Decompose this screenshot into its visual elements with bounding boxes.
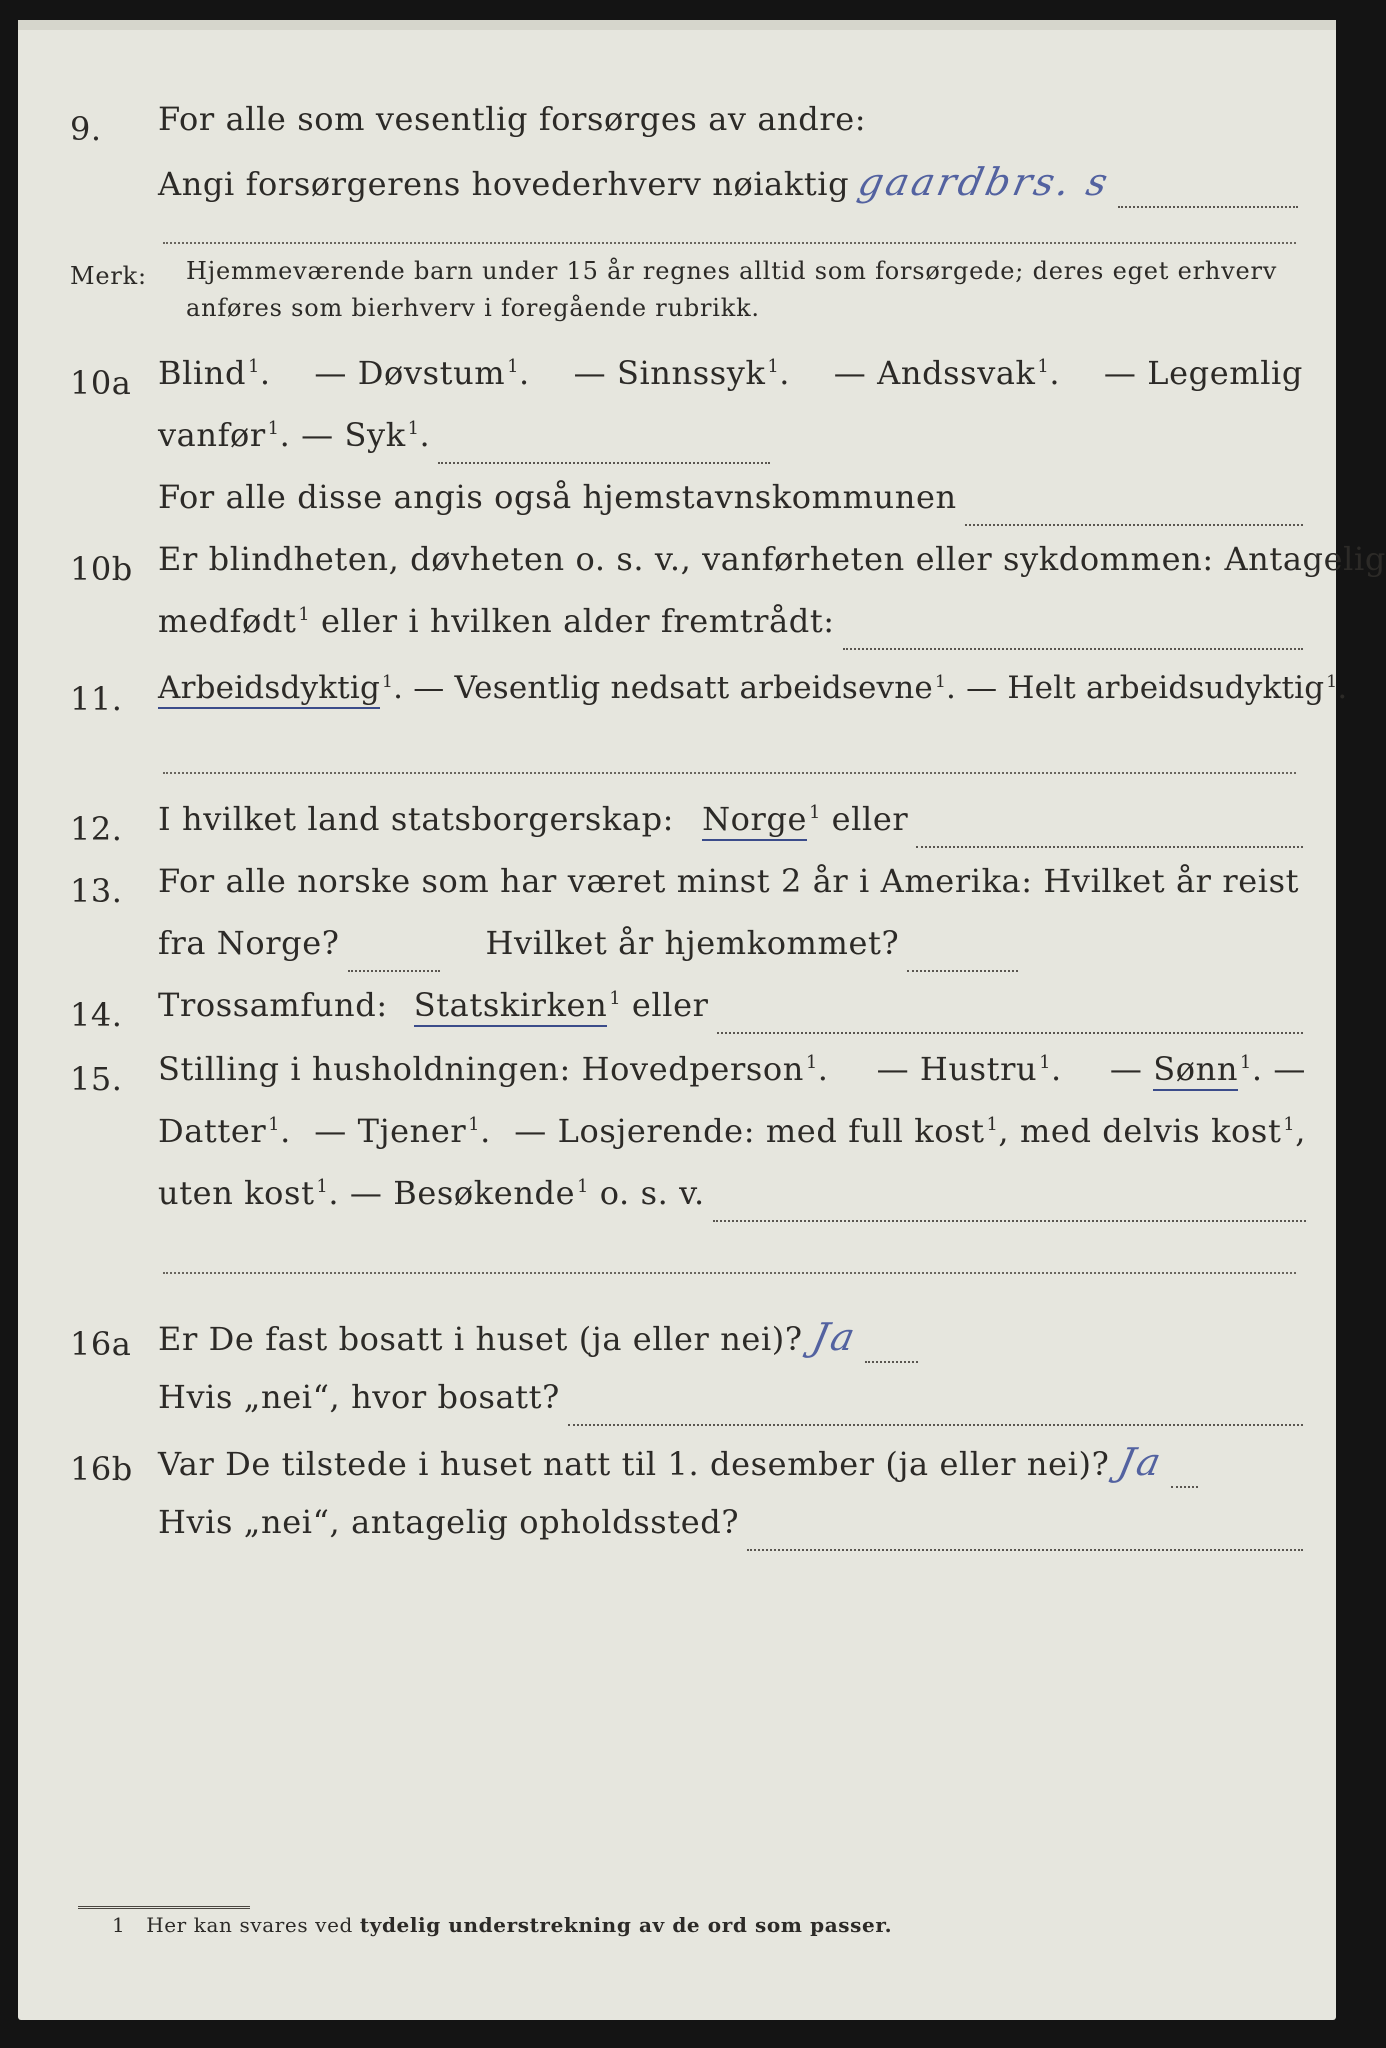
q9-fill-line xyxy=(1118,204,1298,208)
q15-line3 xyxy=(158,1174,1306,1236)
q15-separator xyxy=(163,1272,1296,1274)
q11-separator xyxy=(163,772,1296,774)
q10b-fill-line xyxy=(843,646,1303,650)
q15-sonn: — Sønn $^1$. — xyxy=(1110,1050,1306,1088)
q12-eller: eller xyxy=(831,800,909,838)
q10b-number: 10b xyxy=(70,550,133,588)
q12-text: I hvilket land statsborgerskap: xyxy=(158,800,675,838)
q12-number: 12. xyxy=(70,810,123,848)
q10b-line2 xyxy=(158,602,1303,664)
q15-hustru: — Hustru $^1$. xyxy=(876,1050,1062,1088)
q15-number: 15. xyxy=(70,1060,123,1098)
q14-number: 14. xyxy=(70,996,123,1034)
q10a-syk: — Syk $^1$. xyxy=(301,416,431,454)
q10a-andssvak: — Andssvak $^1$. xyxy=(833,354,1061,392)
q16b-opholdssted: Hvis „nei“, antagelig opholdssted? xyxy=(158,1503,740,1541)
q13-number: 13. xyxy=(70,872,123,910)
q15-uten-kost: uten kost $^1$. xyxy=(158,1174,350,1212)
q14-label: Trossamfund: xyxy=(158,986,388,1024)
page-top-edge xyxy=(18,20,1336,30)
q9-handwritten-answer: gaardbrs. s xyxy=(854,160,1115,204)
q9-line2 xyxy=(158,160,1298,222)
q10a-syk-fill-line xyxy=(438,460,770,464)
q13-line2 xyxy=(158,924,1018,986)
q10a-hjemstavn-fill-line xyxy=(965,522,1303,526)
q10a-blind: Blind $^1$. xyxy=(158,354,271,392)
q13-fra-norge: fra Norge? xyxy=(158,924,340,962)
footnote-text2: tydelig understrekning av de ord som passer. xyxy=(359,1913,893,1937)
q14-fill-line xyxy=(717,1030,1303,1034)
census-form-page xyxy=(18,20,1386,2020)
q15-losjerende: — Losjerende: med full kost $^1$, med delvis kost $^1$, xyxy=(514,1112,1306,1150)
q16a-line1 xyxy=(158,1315,918,1377)
q16b-fill-line xyxy=(1171,1484,1198,1488)
q9-separator xyxy=(163,242,1296,244)
q14-statskirken: Statskirken $^1$ xyxy=(414,986,632,1024)
q13-hjemkommet: Hvilket år hjemkommet? xyxy=(485,924,900,962)
q10a-sinnssyk: — Sinnssyk $^1$. xyxy=(573,354,791,392)
q16a-line2 xyxy=(158,1378,1303,1440)
q16a-fill-line xyxy=(865,1359,918,1363)
footnote xyxy=(112,1913,892,1937)
q15-tjener: — Tjener $^1$. xyxy=(314,1112,491,1150)
q16b-line1 xyxy=(158,1440,1198,1502)
q9-line1-text: For alle som vesentlig forsørges av andre: xyxy=(158,100,867,138)
q10a-line1 xyxy=(158,354,1303,416)
merk-line2 xyxy=(186,294,1301,334)
q13-line1-text: For alle norske som har været minst 2 år i Amerika: Hvilket år reist xyxy=(158,862,1300,900)
q11-number: 11. xyxy=(70,680,123,718)
q12-norge: Norge $^1$ xyxy=(702,800,832,838)
q16a-number: 16a xyxy=(70,1325,132,1363)
q11-nedsatt: — Vesentlig nedsatt arbeidsevne $^1$. xyxy=(413,670,967,706)
q15-besokende: — Besøkende $^1$ xyxy=(349,1174,589,1212)
q10b-line1 xyxy=(158,540,1386,602)
q10a-number: 10a xyxy=(70,364,132,402)
q15-line1 xyxy=(158,1050,1306,1112)
q11-udyktig: — Helt arbeidsudyktig $^1$. xyxy=(966,670,1348,706)
merk-line1-text: Hjemmeværende barn under 15 år regnes alltid som forsørgede; deres eget erhverv xyxy=(186,257,1278,285)
q15-hovedperson: Stilling i husholdningen: Hovedperson $^1$. xyxy=(158,1050,829,1088)
q16b-handwritten-answer: Ja xyxy=(1114,1440,1168,1484)
merk-label: Merk: xyxy=(70,262,147,290)
q10a-legemlig: — Legemlig xyxy=(1103,354,1303,392)
q15-fill-line xyxy=(713,1218,1306,1222)
q16b-question: Var De tilstede i huset natt til 1. desember (ja eller nei)? xyxy=(158,1445,1110,1483)
q10a-line2 xyxy=(158,416,770,478)
q9-number: 9. xyxy=(70,110,102,148)
q16a-handwritten-answer: Ja xyxy=(807,1315,862,1359)
q16a-hvor-fill-line xyxy=(568,1422,1303,1426)
q16b-opholdssted-fill-line xyxy=(747,1547,1303,1551)
merk-line1 xyxy=(186,257,1301,297)
q10a-dovstum: — Døvstum $^1$. xyxy=(314,354,530,392)
footnote-rule xyxy=(78,1906,250,1909)
q16a-hvor-bosatt: Hvis „nei“, hvor bosatt? xyxy=(158,1378,560,1416)
q12-line xyxy=(158,800,1303,862)
q16b-number: 16b xyxy=(70,1450,133,1488)
q11-arbeidsdyktig: Arbeidsdyktig $^1$. xyxy=(158,670,413,706)
q12-fill-line xyxy=(916,844,1303,848)
q13-line1 xyxy=(158,862,1303,924)
q10b-medfodt: medfødt $^1$ xyxy=(158,602,311,640)
q13-hjemkommet-fill-line xyxy=(907,968,1018,972)
q11-line xyxy=(158,670,1348,732)
q9-line1 xyxy=(158,100,867,162)
q10b-line2-text: eller i hvilken alder fremtrådt: xyxy=(321,602,835,640)
q10a-vanfor: vanfør $^1$. xyxy=(158,416,302,454)
q14-line xyxy=(158,986,1303,1048)
q15-osv: o. s. v. xyxy=(599,1174,705,1212)
footnote-text1: Her kan svares ved xyxy=(146,1913,353,1937)
q10a-line3 xyxy=(158,478,1303,540)
footnote-mark: 1 xyxy=(112,1913,126,1937)
q10b-line1-text: Er blindheten, døvheten o. s. v., vanførheten eller sykdommen: Antagelig xyxy=(158,540,1386,578)
q9-line2-text: Angi forsørgerens hovederhverv nøiaktig xyxy=(158,165,850,203)
q13-fra-norge-fill-line xyxy=(348,968,440,972)
q16a-question: Er De fast bosatt i huset (ja eller nei)? xyxy=(158,1320,803,1358)
q15-datter: Datter $^1$. xyxy=(158,1112,291,1150)
q10a-line3-text: For alle disse angis også hjemstavnskommunen xyxy=(158,478,957,516)
q14-eller: eller xyxy=(631,986,709,1024)
q15-line2 xyxy=(158,1112,1306,1174)
merk-line2-text: anføres som bierhverv i foregående rubrikk. xyxy=(186,294,760,322)
q16b-line2 xyxy=(158,1503,1303,1565)
